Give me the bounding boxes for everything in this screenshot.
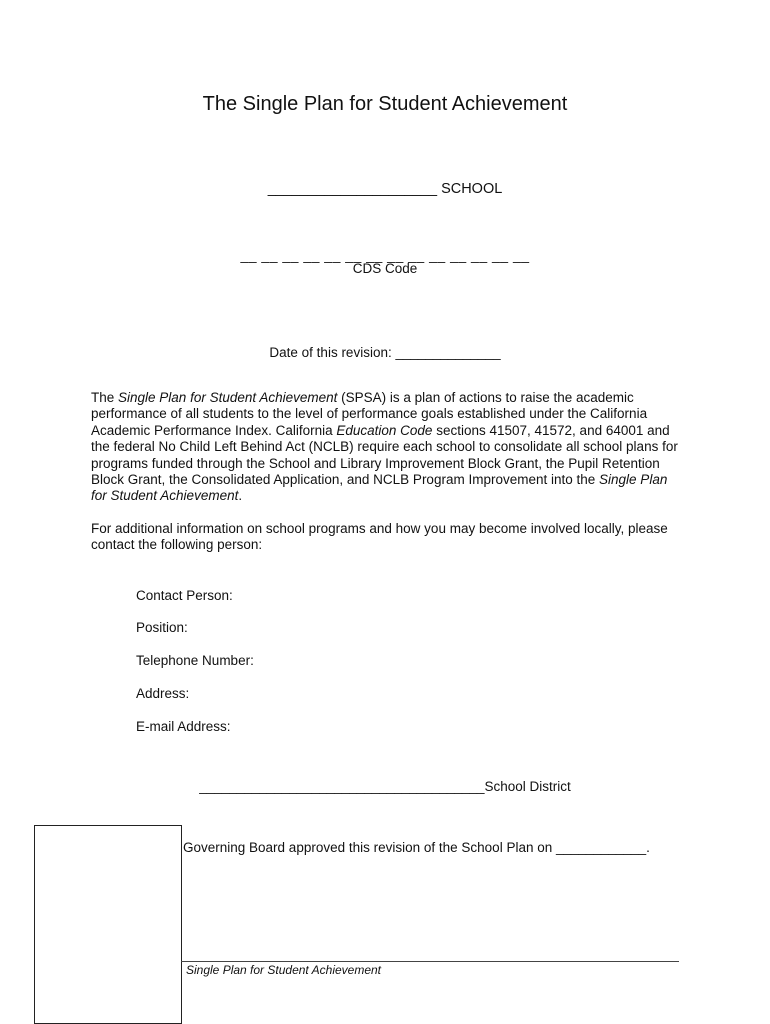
intro-text-2: (SPSA) is a plan of actions to raise the academic performance of all students to the level of performance goals established under the California Academic Performance Index. California bbox=[91, 390, 648, 438]
school-name-line: _____________________ SCHOOL bbox=[267, 181, 503, 197]
telephone-label: Telephone Number: bbox=[136, 653, 254, 668]
email-label: E-mail Address: bbox=[136, 719, 231, 734]
seal-box bbox=[34, 825, 182, 1024]
revision-date-line: Date of this revision: ______________ bbox=[269, 345, 501, 360]
cds-code-blanks: __ __ __ __ __ __ __ __ __ __ __ __ __ __ bbox=[240, 247, 530, 263]
address-label: Address: bbox=[136, 686, 190, 701]
contact-intro-paragraph: For additional information on school programs and how you may become involved locally, please contact the following person: bbox=[91, 521, 668, 553]
footer-divider bbox=[181, 961, 679, 962]
spsa-title-italic: Single Plan for Student Achievement bbox=[118, 390, 338, 405]
footer-title: Single Plan for Student Achievement bbox=[186, 963, 382, 977]
school-district-line: ______________________________________School District bbox=[199, 779, 571, 794]
intro-text-3: sections 41507, 41572, and 64001 and the federal No Child Left Behind Act (NCLB) require each school to consolidate all school plans for programs funded through the School and Library Improvement Block Grant, the Pupil Retention Block Grant, the Consolidated Application, and NCLB Program Improvement into the bbox=[91, 422, 678, 488]
position-label: Position: bbox=[136, 620, 188, 635]
page-title: The Single Plan for Student Achievement bbox=[202, 93, 568, 115]
cds-code-label: CDS Code bbox=[352, 261, 418, 276]
intro-text-1: The bbox=[91, 390, 119, 405]
intro-text-4: . bbox=[238, 488, 243, 504]
spsa-title-italic-2: Single Plan for Student Achievement bbox=[91, 472, 668, 504]
contact-person-label: Contact Person: bbox=[136, 588, 233, 603]
education-code-italic: Education Code bbox=[336, 422, 433, 438]
board-approval-line: Governing Board approved this revision of the School Plan on ____________. bbox=[183, 840, 650, 855]
intro-paragraph bbox=[91, 390, 681, 505]
